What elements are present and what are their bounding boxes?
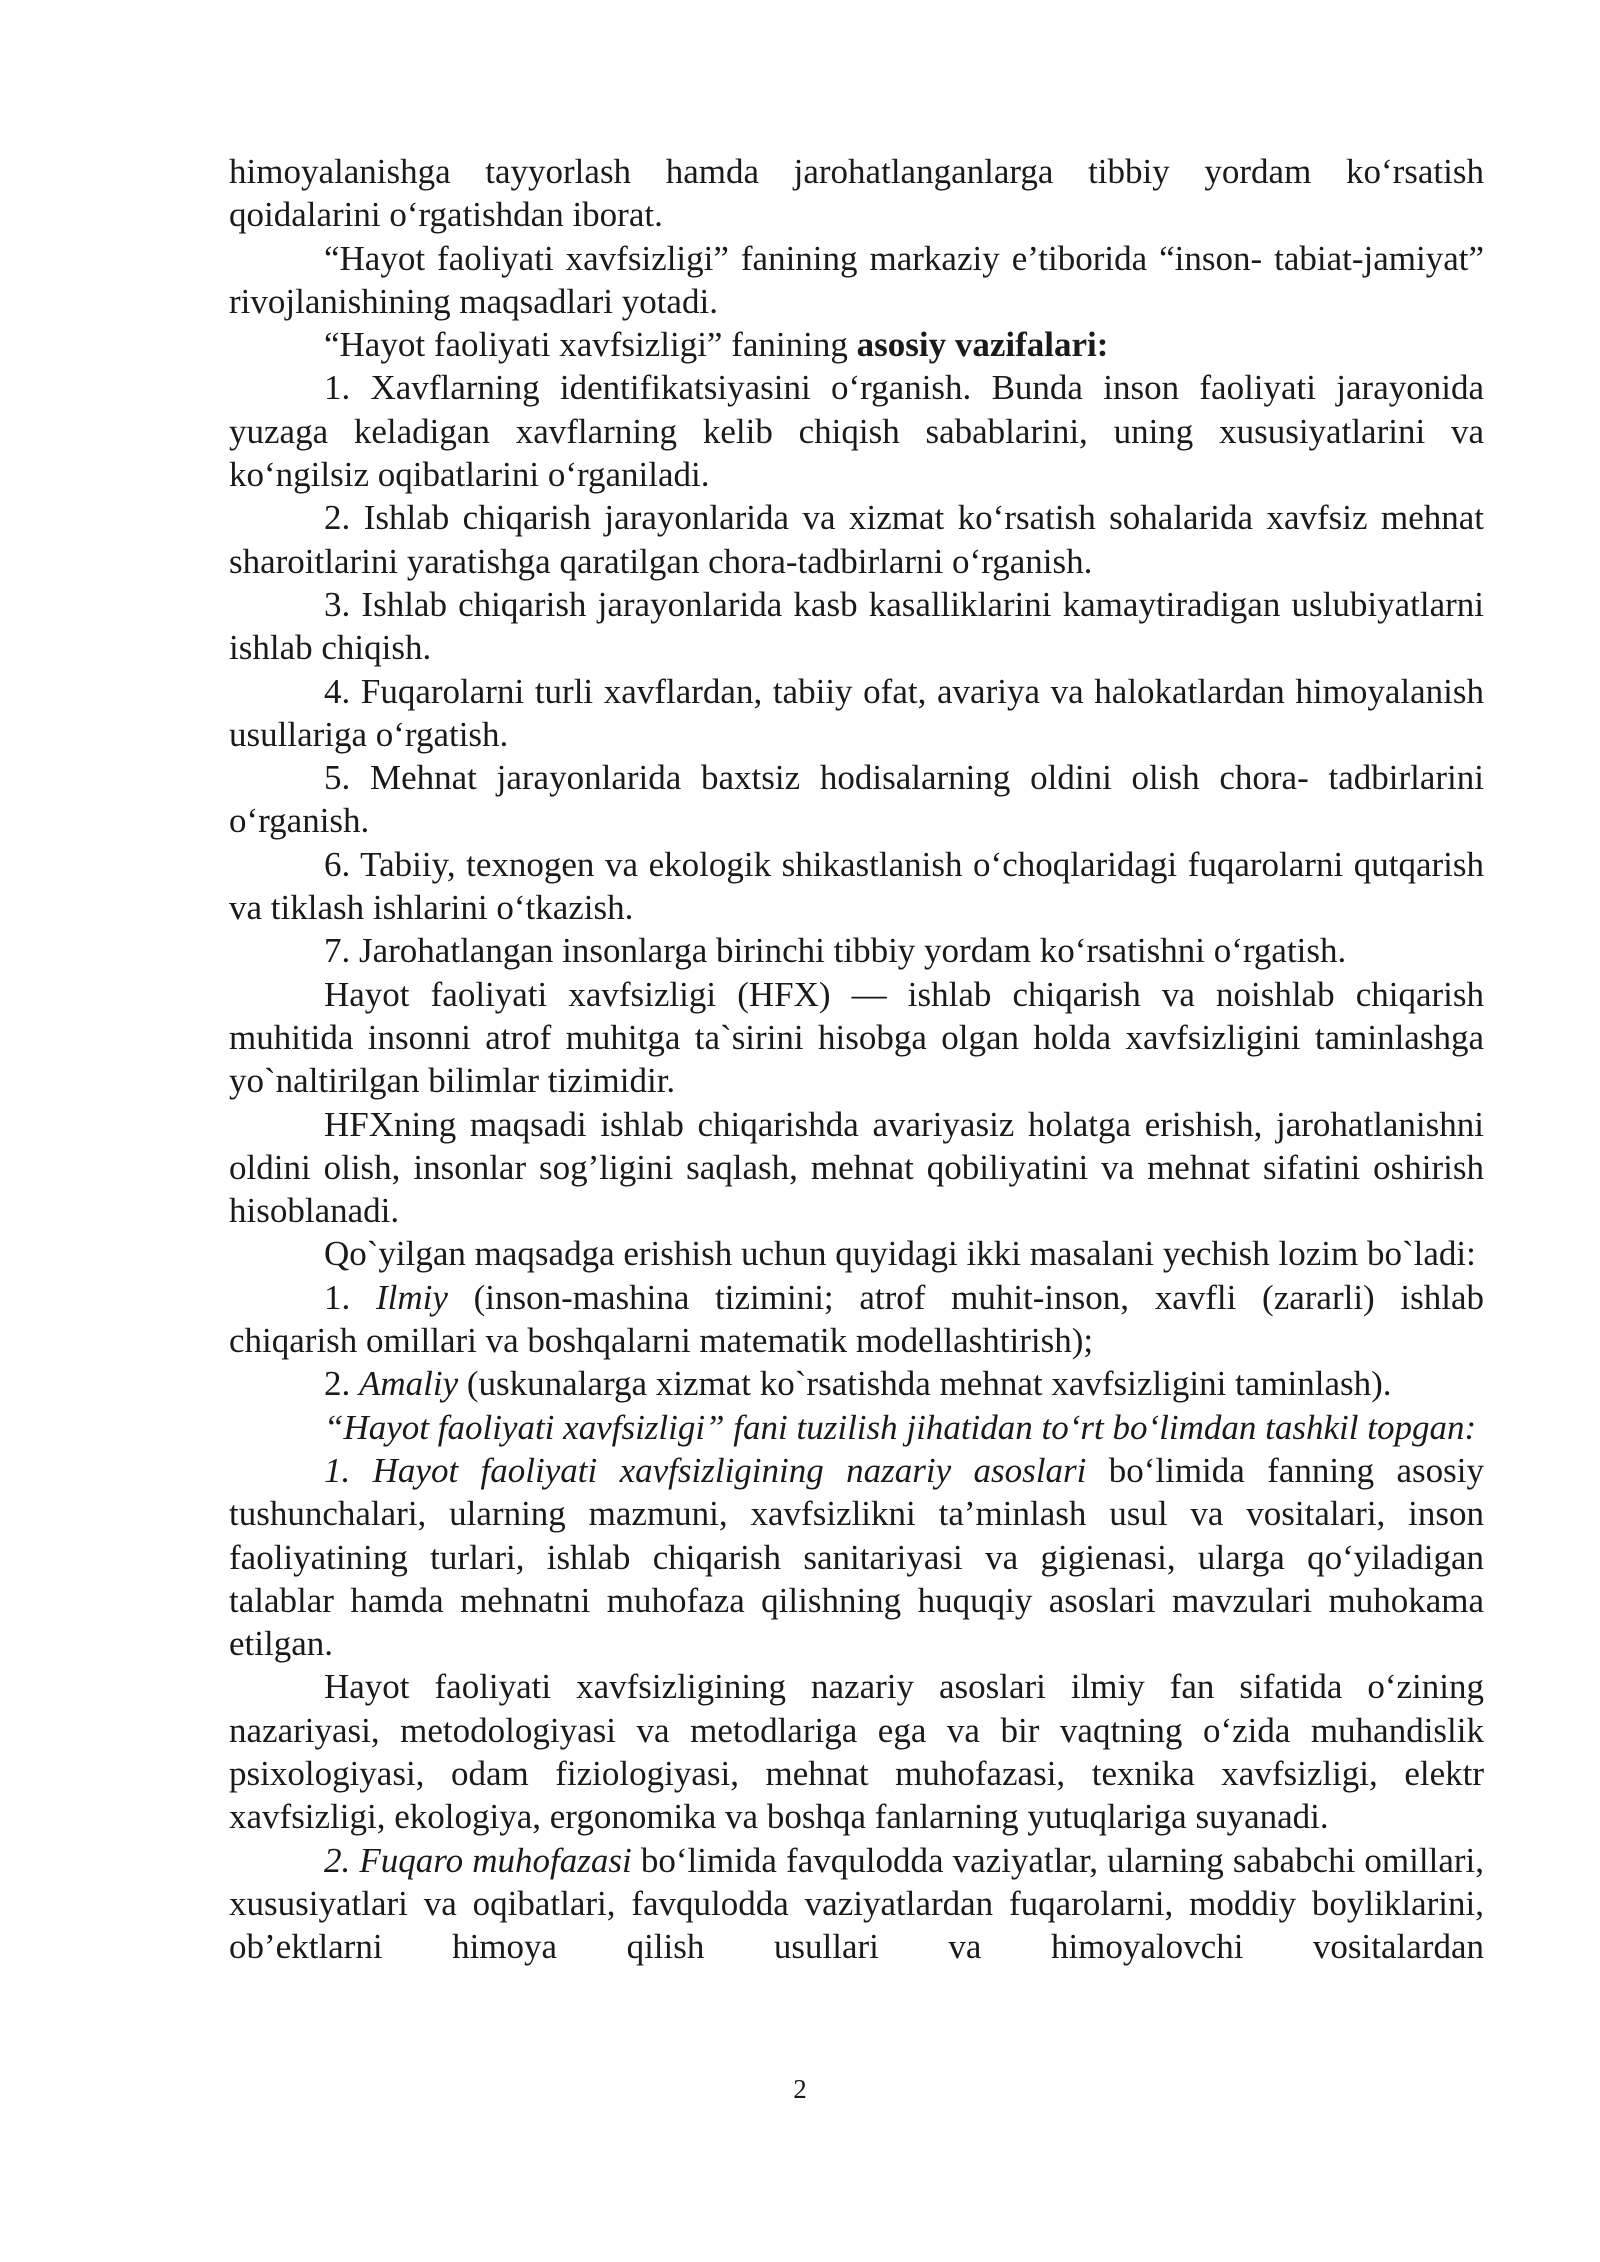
list-item — [229, 496, 1484, 583]
list-item — [229, 1362, 1484, 1405]
paragraph-text: 7. Jarohatlangan insonlarga birinchi tibbiy yordam ko‘rsatishni o‘rgatish. — [324, 931, 1347, 971]
paragraph-text: “Hayot faoliyati xavfsizligi” fani tuzilish jihatidan to‘rt bo‘limdan tashkil topgan: — [324, 1407, 1477, 1447]
paragraph-lead: 2. — [324, 1364, 359, 1404]
page-number: 2 — [793, 2074, 807, 2104]
paragraph — [229, 150, 1484, 237]
paragraph-text: 1. Xavflarning identifikatsiyasini o‘rganish. Bunda inson faoliyati jarayonida yuzaga keladigan xavflarning kelib chiqish sabablarini, uning xususiyatlarini va ko‘ngilsiz oqibatlarini o‘rganiladi. — [229, 368, 1484, 495]
paragraph-text: Hayot faoliyati xavfsizligi (HFX) — ishlab chiqarish va noishlab chiqarish muhitida insonni atrof muhitga ta`sirini hisobga olgan holda xavfsizligini taminlashga yo`naltirilgan bilimlar tizimidir. — [229, 974, 1484, 1101]
paragraph — [229, 323, 1484, 366]
paragraph — [229, 237, 1484, 324]
paragraph-text: Hayot faoliyati xavfsizligining nazariy asoslari ilmiy fan sifatida o‘zining nazariyasi, metodologiyasi va metodlariga ega va bir vaqtning o‘zida muhandislik psixologiyasi, odam fiziologiyasi, mehnat muhofazasi, texnika xavfsizligi, elektr xavfsizligi, ekologiya, ergonomika va boshqa fanlarning yutuqlariga suyanadi. — [229, 1667, 1484, 1837]
paragraph — [229, 973, 1484, 1103]
paragraph-tail: bo‘limida fanning asosiy tushunchalari, ularning mazmuni, xavfsizlikni ta’minlash usul va vositalari, inson faoliyatining turlari, ishlab chiqarish sanitariyasi va gigienasi, ularga qo‘yiladigan talablar hamda mehnatni muhofaza qilishning huquqiy asoslari mavzulari muhokama etilgan. — [229, 1450, 1484, 1664]
paragraph-text: 4. Fuqarolarni turli xavflardan, tabiiy ofat, avariya va halokatlardan himoyalanish usullariga o‘rgatish. — [229, 671, 1484, 754]
italic-term: Amaliy — [359, 1364, 459, 1404]
list-item — [229, 1276, 1484, 1363]
paragraph-text: Qo`yilgan maqsadga erishish uchun quyidagi ikki masalani yechish lozim bo`ladi: — [324, 1234, 1476, 1274]
paragraph-text: himoyalanishga tayyorlash hamda jarohatlanganlarga tibbiy yordam ko‘rsatish qoidalarini o‘rgatishdan iborat. — [229, 152, 1484, 235]
list-item — [229, 583, 1484, 670]
bold-heading: asosiy vazifalari: — [856, 325, 1109, 365]
list-item — [229, 670, 1484, 757]
list-item — [229, 929, 1484, 972]
paragraph-text: HFXning maqsadi ishlab chiqarishda avariyasiz holatga erishish, jarohatlanishni oldini olish, insonlar sog’ligini saqlash, mehnat qobiliyatini va mehnat sifatini oshirish hisoblanadi. — [229, 1104, 1484, 1231]
paragraph-text: 3. Ishlab chiqarish jarayonlarida kasb kasalliklarini kamaytiradigan uslubiyatlarni ishlab chiqish. — [229, 584, 1484, 668]
paragraph-lead: “Hayot faoliyati xavfsizligi” fanining — [324, 325, 857, 365]
paragraph-lead: 1. — [324, 1277, 376, 1317]
paragraph-tail: (inson-mashina tizimini; atrof muhit-inson, xavfli (zararli) ishlab chiqarish omillari va boshqalarni matematik modellashtirish); — [229, 1277, 1485, 1361]
list-item — [229, 756, 1484, 843]
paragraph — [229, 1839, 1484, 1969]
paragraph — [229, 1232, 1484, 1275]
paragraph — [229, 1103, 1484, 1233]
paragraph-tail: (uskunalarga xizmat ko`rsatishda mehnat xavfsizligini taminlash). — [458, 1364, 1392, 1404]
italic-term: 1. Hayot faoliyati xavfsizligining nazariy asoslari — [324, 1450, 1087, 1490]
italic-term: Ilmiy — [375, 1277, 448, 1317]
italic-term: 2. Fuqaro muhofazasi — [324, 1840, 632, 1880]
paragraph-tail: bo‘limida favqulodda vaziyatlar, ularning sababchi omillari, xususiyatlari va oqibatlari, favqulodda vaziyatlardan fuqarolarni, moddiy boyliklarini, ob’ektlarni himoya qilish usullari va himoyalovchi vositalardan — [229, 1840, 1484, 1967]
italic-paragraph — [229, 1406, 1484, 1449]
paragraph-text: 6. Tabiiy, texnogen va ekologik shikastlanish o‘choqlaridagi fuqarolarni qutqarish va tiklash ishlarini o‘tkazish. — [229, 844, 1484, 928]
paragraph-text: 2. Ishlab chiqarish jarayonlarida va xizmat ko‘rsatish sohalarida xavfsiz mehnat sharoitlarini yaratishga qaratilgan chora-tadbirlarni o‘rganish. — [229, 498, 1484, 581]
list-item — [229, 366, 1484, 496]
paragraph — [229, 1449, 1484, 1665]
paragraph-text: “Hayot faoliyati xavfsizligi” fanining markaziy e’tiborida “inson- tabiat-jamiyat” rivojlanishining maqsadlari yotadi. — [229, 238, 1484, 321]
list-item — [229, 843, 1484, 930]
body-text — [229, 150, 1484, 1968]
paragraph-text: 5. Mehnat jarayonlarida baxtsiz hodisalarning oldini olish chora- tadbirlarini o‘rganish. — [229, 758, 1484, 841]
paragraph — [229, 1665, 1484, 1838]
